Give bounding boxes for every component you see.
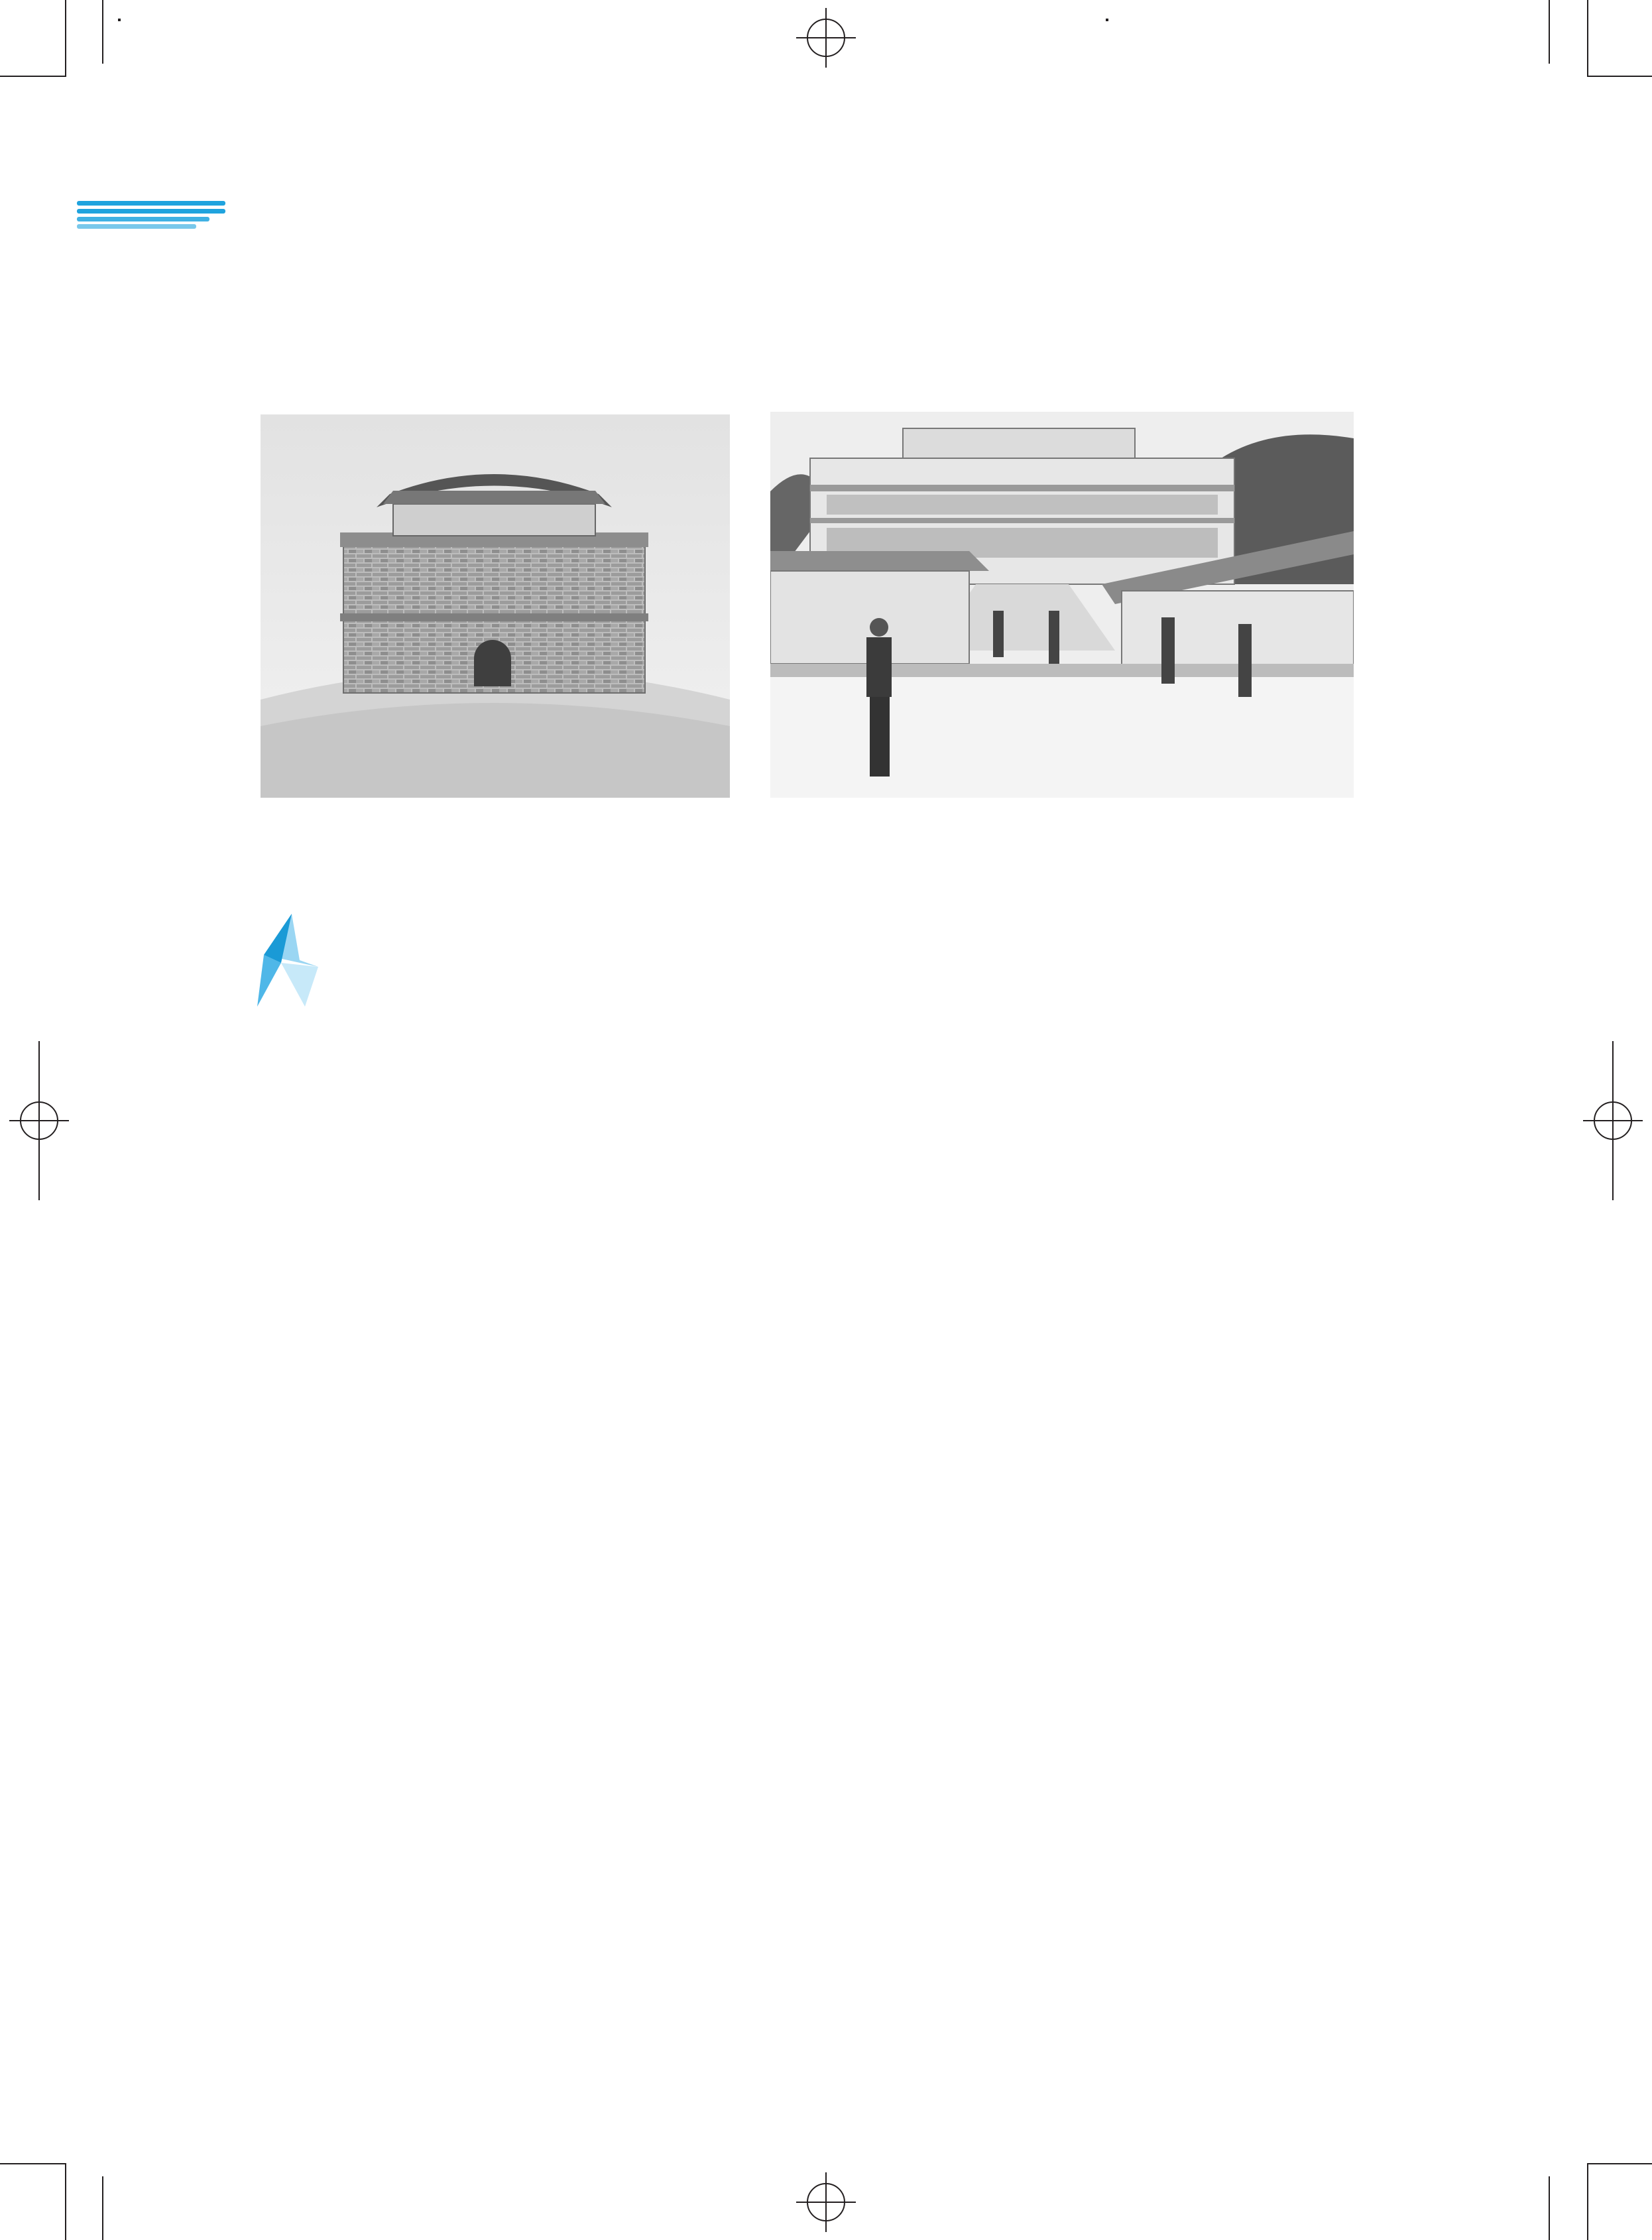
registration-mark-icon: [1583, 1091, 1643, 1151]
crop-mark: [0, 76, 65, 77]
photo-panmunjom: [770, 412, 1354, 798]
sparkle-icon: [252, 914, 325, 1007]
crop-mark: [1549, 0, 1550, 64]
crop-mark: [1587, 2163, 1652, 2164]
crop-mark: [1549, 2176, 1550, 2240]
crop-mark: [102, 0, 103, 64]
grayscale-swatch-strip: [118, 19, 121, 21]
crop-mark: [0, 2163, 65, 2164]
registration-mark-icon: [796, 2172, 856, 2232]
registration-mark-icon: [796, 8, 856, 68]
photo-suwon-hwaseong: [261, 414, 730, 798]
crop-mark: [102, 2176, 103, 2240]
registration-mark-icon: [9, 1091, 69, 1151]
color-swatch-strip: [1106, 19, 1108, 21]
crop-mark: [1587, 76, 1652, 77]
crop-mark: [65, 2163, 66, 2240]
header-decoration: [77, 201, 225, 229]
crop-mark: [65, 0, 66, 77]
intro-line: [262, 326, 1356, 387]
crop-mark: [1587, 2163, 1588, 2240]
crop-mark: [1587, 0, 1588, 77]
